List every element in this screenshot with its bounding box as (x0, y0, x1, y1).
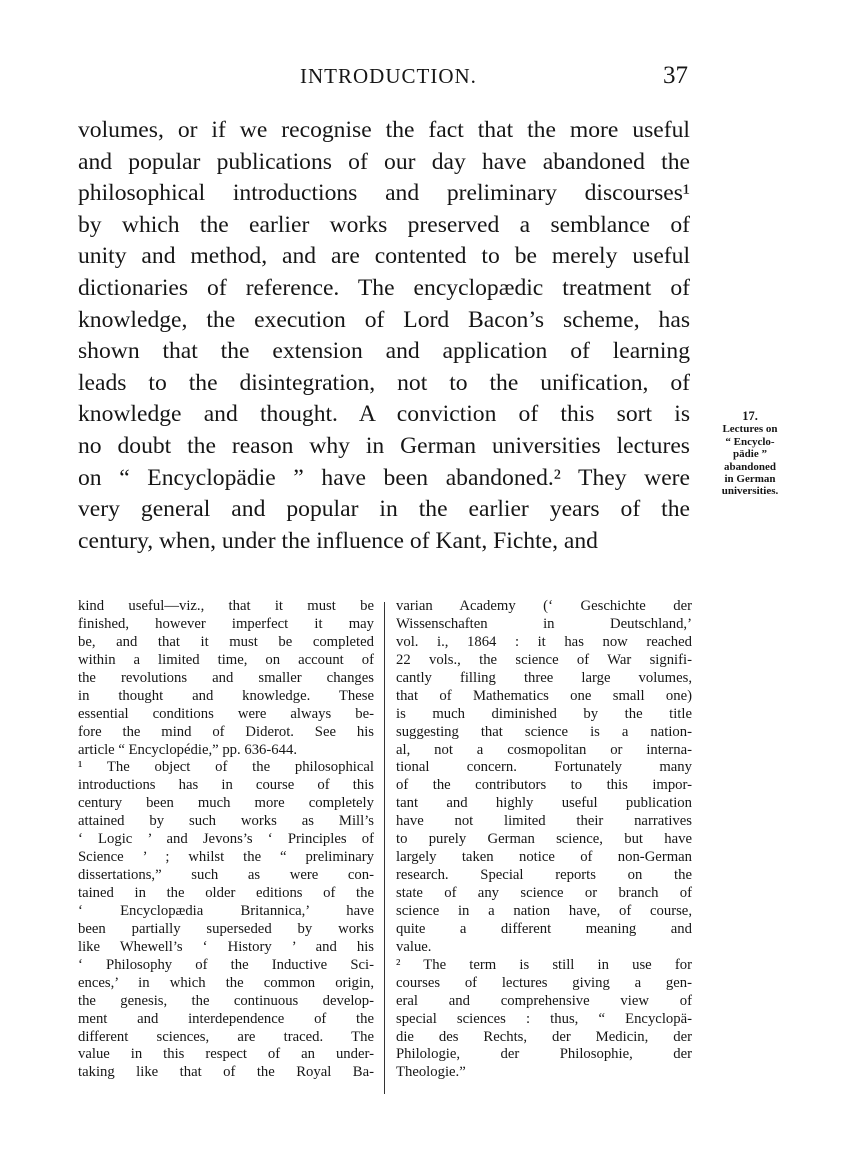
body-line: by which the earlier works preserved a semblance of (78, 211, 690, 238)
marginal-note-line: abandoned (724, 460, 776, 473)
body-line: dictionaries of reference. The encyclopædic treatment of (78, 274, 690, 301)
footnote-line: attained by such works as Mill’s (78, 813, 374, 830)
footnote-line: value in this respect of an under- (78, 1046, 374, 1063)
footnote-line: have not limited their narratives (396, 813, 692, 830)
footnote-line: ‘ Logic ’ and Jevons’s ‘ Principles of (78, 831, 374, 848)
footnotes-left-column (78, 598, 374, 1082)
footnote-line: fore the mind of Diderot. See his (78, 723, 374, 740)
footnote-line: different sciences, are traced. The (78, 1028, 374, 1045)
footnote-line: ² The term is still in use for (396, 956, 692, 973)
body-line: knowledge and thought. A conviction of this sort is (78, 401, 690, 428)
body-line: knowledge, the execution of Lord Bacon’s scheme, has (78, 306, 690, 333)
body-line: century, when, under the influence of Kant, Fichte, and (78, 527, 598, 554)
footnote-line: ‘ Encyclopædia Britannica,’ have (78, 902, 374, 919)
marginal-note (700, 410, 800, 498)
footnote-line: Science ’ ; whilst the “ preliminary (78, 849, 374, 866)
running-header (78, 62, 688, 94)
body-line: leads to the disintegration, not to the unification, of (78, 369, 690, 396)
footnote-line: research. Special reports on the (396, 867, 692, 884)
footnote-line: the genesis, the continuous develop- (78, 992, 374, 1009)
footnote-line: value. (396, 938, 432, 955)
footnote-line: al, not a cosmopolitan or interna- (396, 741, 692, 758)
footnote-line: ences,’ in which the common origin, (78, 974, 374, 991)
footnote-line: tant and highly useful publication (396, 795, 692, 812)
footnote-line: vol. i., 1864 : it has now reached (396, 633, 692, 650)
footnote-line: tained in the older editions of the (78, 885, 374, 901)
footnote-line: ment and interdependence of the (78, 1010, 374, 1027)
footnote-line: that of Mathematics one small one) (396, 687, 692, 704)
footnote-line: in thought and knowledge. These (78, 687, 374, 704)
footnote-line: eral and comprehensive view of (396, 992, 692, 1009)
marginal-note-line: universities. (721, 485, 779, 498)
marginal-note-line: “ Encyclo- (725, 435, 775, 448)
footnote-line: be, and that it must be completed (78, 633, 374, 650)
footnote-line: science in a nation have, of course, (396, 902, 692, 919)
footnote-line: die des Rechts, der Medicin, der (396, 1028, 692, 1045)
footnote-line: the revolutions and smaller changes (78, 669, 374, 686)
footnote-line: essential conditions were always be- (78, 705, 374, 722)
footnote-line: of the contributors to this impor- (396, 777, 692, 794)
footnote-line: varian Academy (‘ Geschichte der (396, 598, 692, 614)
footnote-line: courses of lectures giving a gen- (396, 974, 692, 991)
footnote-line: tional concern. Fortunately many (396, 759, 692, 776)
main-body-text (78, 115, 690, 557)
body-line: philosophical introductions and preliminary discourses¹ (78, 180, 690, 207)
body-line: shown that the extension and application of learning (78, 338, 690, 365)
body-line: very general and popular in the earlier years of the (78, 496, 690, 523)
body-line: no doubt the reason why in German universities lectures (78, 432, 690, 459)
footnote-line: article “ Encyclopédie,” pp. 636-644. (78, 741, 298, 758)
footnote-line: dissertations,” such as were con- (78, 867, 374, 884)
footnote-line: introductions has in course of this (78, 777, 374, 794)
footnote-line: Philologie, der Philosophie, der (396, 1046, 692, 1063)
footnote-line: been partially superseded by works (78, 920, 374, 937)
footnote-line: state of any science or branch of (396, 885, 692, 901)
body-line: and popular publications of our day have abandoned the (78, 148, 690, 175)
footnote-line: ¹ The object of the philosophical (78, 759, 374, 776)
footnote-line: like Whewell’s ‘ History ’ and his (78, 938, 374, 955)
body-line: volumes, or if we recognise the fact that the more useful (78, 117, 690, 143)
column-divider (384, 602, 385, 1094)
marginal-note-line: pädie ” (733, 448, 767, 461)
marginal-note-line: in German (724, 473, 776, 486)
footnote-line: cantly filling three large volumes, (396, 669, 692, 686)
body-line: unity and method, and are contented to be merely useful (78, 243, 690, 270)
marginal-note-line: Lectures on (722, 423, 778, 436)
footnote-line: quite a different meaning and (396, 920, 692, 937)
footnote-line: 22 vols., the science of War signifi- (396, 651, 692, 668)
footnote-line: Wissenschaften in Deutschland,’ (396, 615, 692, 632)
marginal-note-number: 17. (742, 409, 758, 423)
footnote-line: to purely German science, but have (396, 831, 692, 848)
footnote-line: century been much more completely (78, 795, 374, 812)
footnote-line: largely taken notice of non-German (396, 849, 692, 866)
footnote-line: is much diminished by the title (396, 705, 692, 722)
footnote-line: ‘ Philosophy of the Inductive Sci- (78, 956, 374, 973)
footnote-line: finished, however imperfect it may (78, 615, 374, 632)
footnote-line: within a limited time, on account of (78, 651, 374, 668)
running-title: INTRODUCTION. (300, 64, 477, 88)
footnotes-right-column (396, 598, 692, 1082)
footnotes-section (78, 598, 692, 1098)
footnote-line: taking like that of the Royal Ba- (78, 1064, 374, 1081)
footnote-line: suggesting that science is a nation- (396, 723, 692, 740)
body-line: on “ Encyclopädie ” have been abandoned.² They were (78, 464, 690, 491)
page-number: 37 (663, 62, 688, 89)
footnote-line: Theologie.” (396, 1064, 466, 1081)
footnote-line: special sciences : thus, “ Encyclopä- (396, 1010, 692, 1027)
footnote-line: kind useful—viz., that it must be (78, 598, 374, 614)
